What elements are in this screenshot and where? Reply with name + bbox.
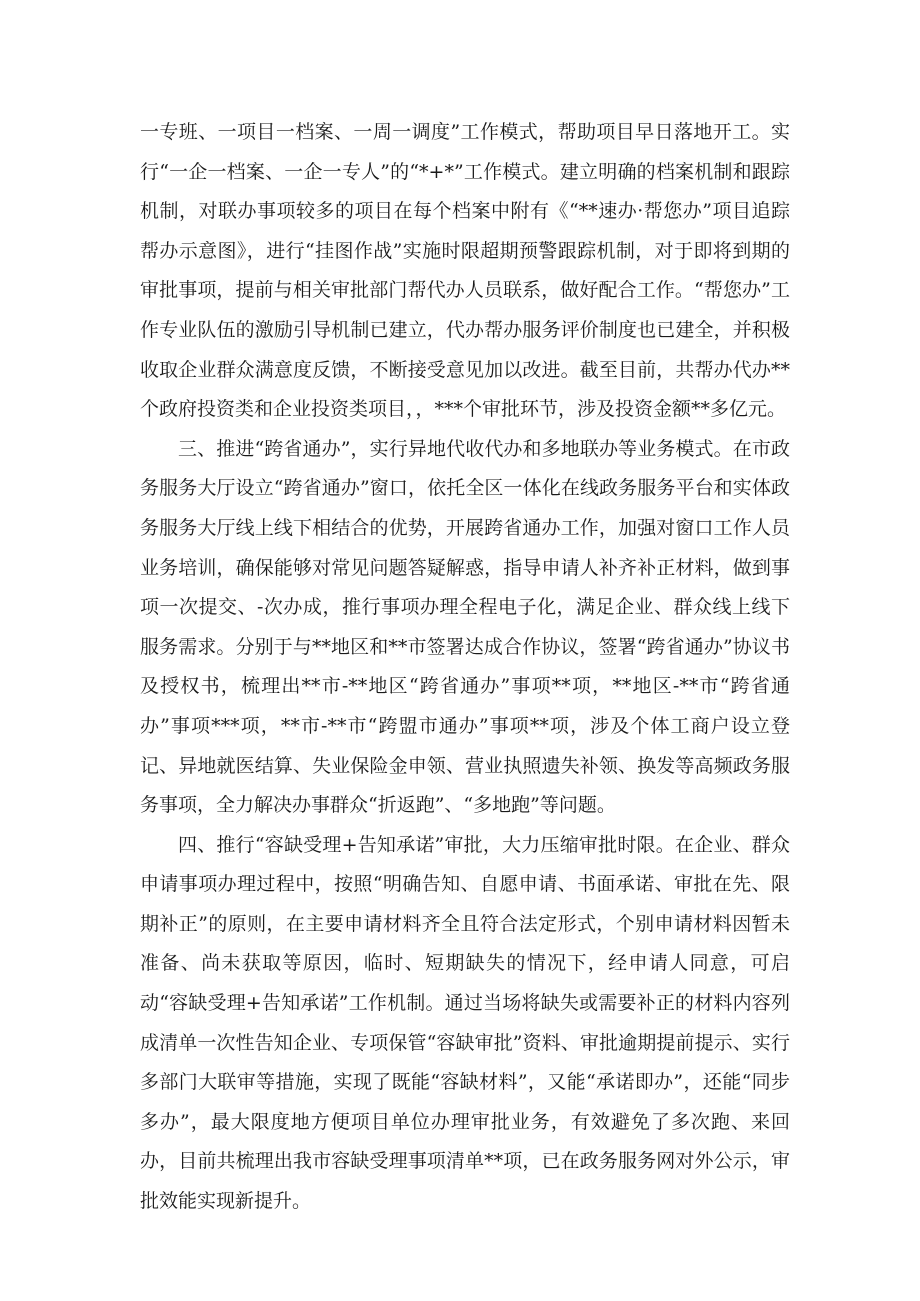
paragraph-tolerance-acceptance: 四、推行“容缺受理+告知承诺”审批，大力压缩审批时限。在企业、群众申请事项办理过程中，按照“明确告知、自愿申请、书面承诺、审批在先、限期补正”的原则，在主要申请材料齐全且符合法定形式，个别申请材料因暂未准备、尚未获取等原因，临时、短期缺失的情况下，经申请人同意，可启动“容缺受理+告知承诺”工作机制。通过当场将缺失或需要补正的材料内容列成清单一次性告知企业、专项保管“容缺审批”资料、审批逾期提前提示、实行多部门大联审等措施，实现了既能“容缺材料”，又能“承诺即办”，还能“同步多办”，最大限度地方便项目单位办理审批业务，有效避免了多次跑、来回办，目前共梳理出我市容缺受理事项清单**项，已在政务服务网对外公示，审批效能实现新提升。 [140, 833, 790, 1213]
paragraph-cross-province-service: 三、推进“跨省通办”，实行异地代收代办和多地联办等业务模式。在市政务服务大厅设立“跨省通办”窗口，依托全区一体化在线政务服务平台和实体政务服务大厅线上线下相结合的优势，开展跨省通办工作，加强对窗口工作人员业务培训，确保能够对常见问题答疑解惑，指导申请人补齐补正材料，做到事项一次提交、-次办成，推行事项办理全程电子化，满足企业、群众线上线下服务需求。分别于与**地区和**市签署达成合作协议，签署“跨省通办”协议书及授权书，梳理出**市-**地区“跨省通办”事项**项，**地区-**市“跨省通办”事项***项，**市-**市“跨盟市通办”事项**项，涉及个体工商户设立登记、异地就医结算、失业保险金申领、营业执照遗失补领、换发等高频政务服务事项，全力解决办事群众“折返跑”、“多地跑”等问题。 [140, 437, 790, 817]
paragraph-project-tracking: 一专班、一项目一档案、一周一调度”工作模式，帮助项目早日落地开工。实行“一企一档案、一企一专人”的“*+*”工作模式。建立明确的档案机制和跟踪机制，对联办事项较多的项目在每个档案中附有《“**速办·帮您办”项目追踪帮办示意图》，进行“挂图作战”实施时限超期预警跟踪机制，对于即将到期的审批事项，提前与相关审批部门帮代办人员联系，做好配合工作。“帮您办”工作专业队伍的激励引导机制已建立，代办帮办服务评价制度也已建全，并积极收取企业群众满意度反馈，不断接受意见加以改进。截至目前，共帮办代办**个政府投资类和企业投资类项目，，***个审批环节，涉及投资金额**多亿元。 [140, 121, 790, 421]
document-body [140, 113, 790, 1222]
